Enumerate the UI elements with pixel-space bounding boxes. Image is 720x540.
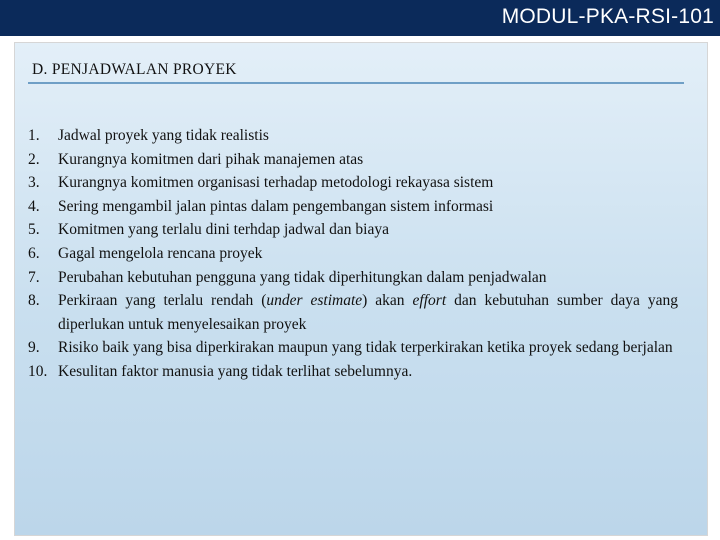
item-text: Kurangnya komitmen organisasi terhadap metodologi rekayasa sistem — [58, 174, 494, 192]
item-text-italic: effort — [412, 292, 447, 310]
item-text: Komitmen yang terlalu dini terhdap jadwal dan biaya — [58, 221, 389, 239]
list-item — [28, 195, 678, 219]
list-item — [28, 289, 678, 336]
header-bar — [0, 0, 720, 36]
item-number: 7. — [28, 268, 40, 286]
item-text: Perubahan kebutuhan pengguna yang tidak diperhitungkan dalam penjadwalan — [58, 268, 547, 286]
item-number: 3. — [28, 174, 40, 192]
list-item — [28, 336, 678, 360]
item-text-italic: under estimate — [266, 292, 363, 310]
list-item — [28, 266, 678, 290]
item-number: 8. — [28, 292, 40, 310]
header-title: MODUL-PKA-RSI-101 — [501, 5, 714, 28]
list-item — [28, 218, 678, 242]
list-item — [28, 171, 678, 195]
item-text-part: Perkiraan yang terlalu rendah ( — [58, 292, 267, 310]
item-text — [58, 289, 678, 336]
issues-list — [28, 124, 678, 384]
item-number: 4. — [28, 197, 40, 215]
item-number: 5. — [28, 221, 40, 239]
section-title: D. PENJADWALAN PROYEK — [32, 61, 237, 78]
item-text: Risiko baik yang bisa diperkirakan maupun yang tidak terperkirakan ketika proyek sedang berjalan — [58, 339, 673, 357]
item-number: 6. — [28, 244, 40, 262]
item-text-part: dan kebutuhan sumber daya yang diperlukan untuk menyelesaikan proyek — [58, 292, 678, 333]
item-text: Gagal mengelola rencana proyek — [58, 244, 263, 262]
item-text: Kurangnya komitmen dari pihak manajemen atas — [58, 150, 364, 168]
item-text: Sering mengambil jalan pintas dalam pengembangan sistem informasi — [58, 197, 494, 215]
title-underline — [28, 82, 684, 84]
item-number: 9. — [28, 339, 40, 357]
item-text: Kesulitan faktor manusia yang tidak terlihat sebelumnya. — [58, 362, 413, 380]
list-item — [28, 242, 678, 266]
list-item — [28, 148, 678, 172]
item-number: 1. — [28, 127, 40, 144]
item-text-part: ) akan — [362, 292, 413, 310]
item-number: 10. — [28, 362, 48, 380]
list-item — [28, 360, 678, 384]
item-number: 2. — [28, 150, 40, 168]
item-text: Jadwal proyek yang tidak realistis — [58, 127, 269, 144]
list-item — [28, 124, 678, 148]
